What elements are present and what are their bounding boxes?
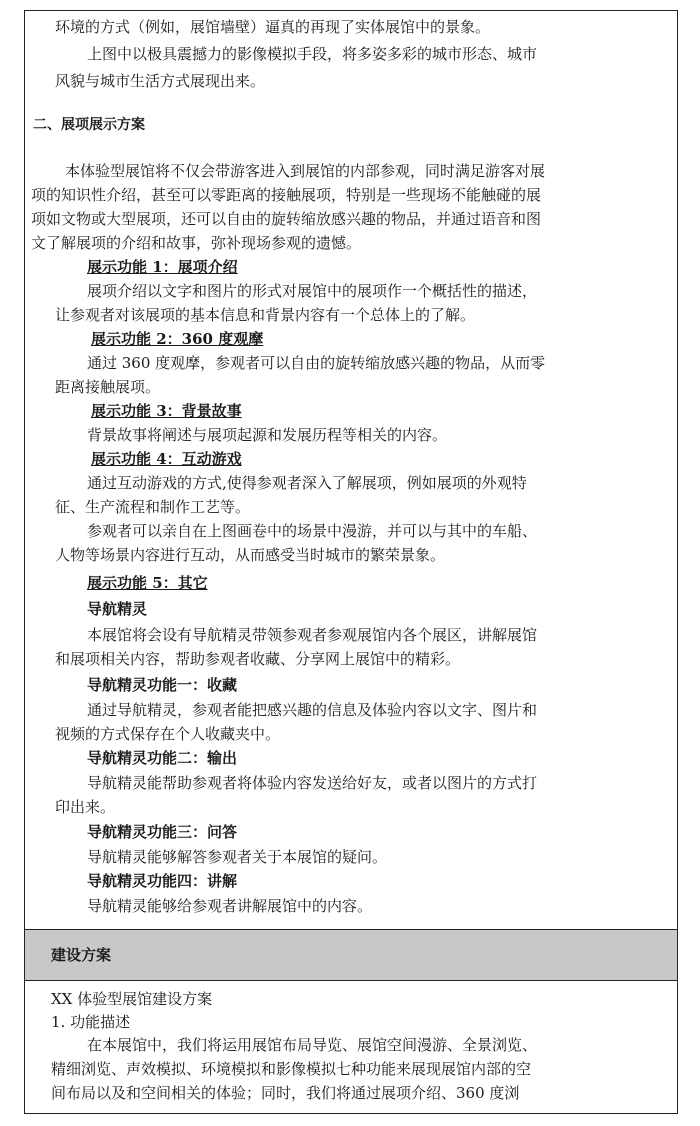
section-header-band: [25, 929, 677, 981]
function-text: 通过 360 度观摩，参观者可以自由的旋转缩放感兴趣的物品，从而零: [87, 354, 546, 372]
guide-text: 导航精灵能帮助参观者将体验内容发送给好友，或者以图片的方式打: [87, 774, 538, 792]
function-text: 人物等场景内容进行互动，从而感受当时城市的繁荣景象。: [55, 546, 446, 564]
intro-line: 风貌与城市生活方式展现出来。: [55, 72, 266, 90]
guide-function-title: 导航精灵功能一：收藏: [87, 676, 238, 694]
paragraph-line: 项的知识性介绍，甚至可以零距离的接触展项，特别是一些现场不能触碰的展: [31, 186, 542, 204]
paragraph-line: 项如文物或大型展项，还可以自由的旋转缩放感兴趣的物品，并通过语音和图: [31, 210, 542, 228]
content-section: [25, 11, 677, 929]
function-text: 背景故事将阐述与展项起源和发展历程等相关的内容。: [87, 426, 448, 444]
plan-text: 精细浏览、声效模拟、环境模拟和影像模拟七种功能来展现展馆内部的空: [51, 1060, 532, 1078]
function-text: 距离接触展项。: [55, 378, 161, 396]
plan-subtitle: 1. 功能描述: [51, 1013, 131, 1031]
band-title: 建设方案: [51, 946, 112, 964]
guide-function-title: 导航精灵功能四：讲解: [87, 872, 238, 890]
paragraph-line: 文了解展项的介绍和故事，弥补现场参观的遗憾。: [31, 234, 362, 252]
guide-text: 导航精灵能够解答参观者关于本展馆的疑问。: [87, 848, 388, 866]
plan-text: 间布局以及和空间相关的体验；同时，我们将通过展项介绍、360 度浏: [51, 1084, 520, 1102]
paragraph-line: 本体验型展馆将不仅会带游客进入到展馆的内部参观，同时满足游客对展: [65, 162, 546, 180]
guide-text: 导航精灵能够给参观者讲解展馆中的内容。: [87, 897, 373, 915]
guide-text: 本展馆将会设有导航精灵带领参观者参观展馆内各个展区，讲解展馆: [87, 626, 538, 644]
guide-text: 视频的方式保存在个人收藏夹中。: [55, 725, 281, 743]
function-title: 展示功能 5：其它: [87, 574, 208, 592]
intro-line: 上图中以极具震撼力的影像模拟手段，将多姿多彩的城市形态、城市: [87, 45, 538, 63]
function-text: 通过互动游戏的方式,使得参观者深入了解展项，例如展项的外观特: [87, 474, 527, 492]
guide-text: 和展项相关内容，帮助参观者收藏、分享网上展馆中的精彩。: [55, 650, 461, 668]
guide-title: 导航精灵: [87, 600, 148, 618]
guide-function-title: 导航精灵功能二：输出: [87, 749, 238, 767]
function-title: 展示功能 3：背景故事: [91, 402, 242, 420]
intro-line: 环境的方式（例如，展馆墙壁）逼真的再现了实体展馆中的景象。: [55, 18, 491, 36]
function-text: 参观者可以亲自在上图画卷中的场景中漫游，并可以与其中的车船、: [87, 522, 538, 540]
document-frame: [24, 10, 678, 1114]
guide-text: 印出来。: [55, 798, 116, 816]
function-title: 展示功能 4：互动游戏: [91, 450, 242, 468]
function-title: 展示功能 1：展项介绍: [87, 258, 238, 276]
guide-function-title: 导航精灵功能三：问答: [87, 823, 238, 841]
plan-text: 在本展馆中，我们将运用展馆布局导览、展馆空间漫游、全景浏览、: [87, 1036, 538, 1054]
plan-title: XX 体验型展馆建设方案: [51, 990, 213, 1008]
guide-text: 通过导航精灵，参观者能把感兴趣的信息及体验内容以文字、图片和: [87, 701, 538, 719]
function-text: 征、生产流程和制作工艺等。: [55, 498, 251, 516]
function-title: 展示功能 2：360 度观摩: [91, 330, 264, 348]
plan-section: [25, 981, 677, 1114]
section-heading: 二、展项展示方案: [33, 117, 145, 133]
function-text: 让参观者对该展项的基本信息和背景内容有一个总体上的了解。: [55, 306, 476, 324]
function-text: 展项介绍以文字和图片的形式对展馆中的展项作一个概括性的描述，: [87, 282, 538, 300]
